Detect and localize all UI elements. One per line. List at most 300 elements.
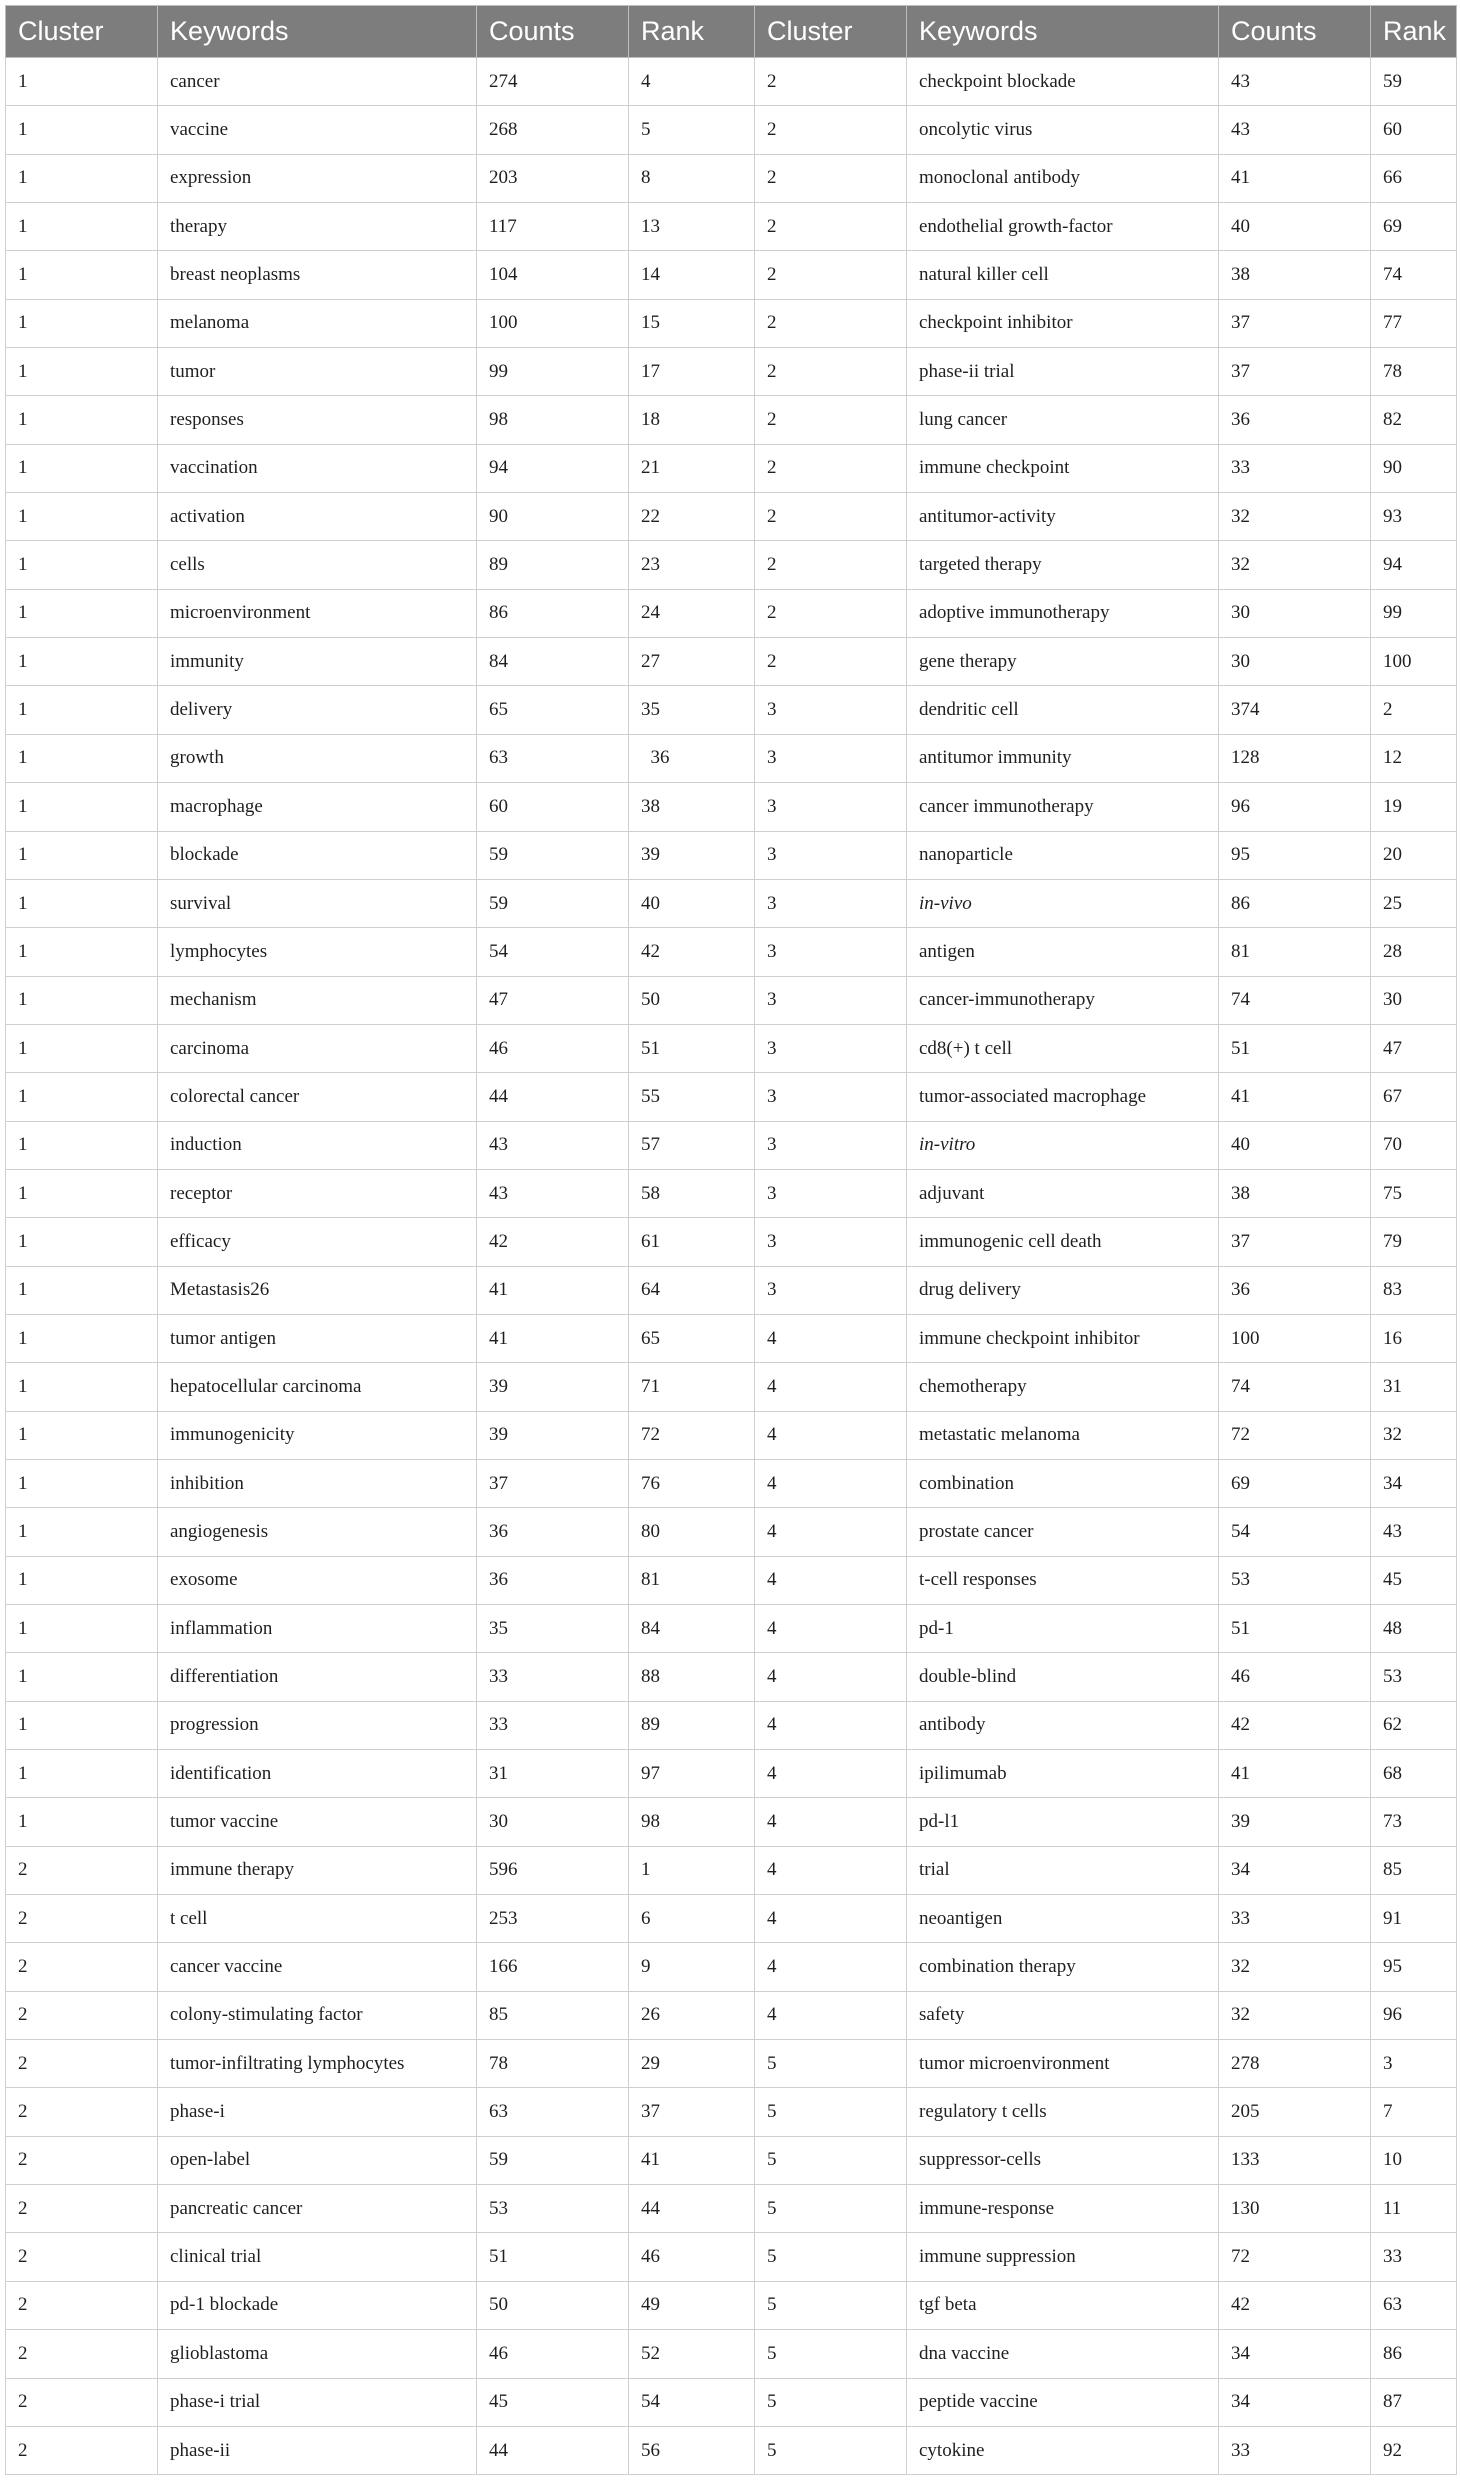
rank-cell: 43 bbox=[1371, 1508, 1457, 1556]
count-cell: 31 bbox=[477, 1750, 629, 1798]
keyword-cell: immunogenic cell death bbox=[907, 1218, 1219, 1266]
rank-cell: 14 bbox=[629, 251, 755, 299]
keyword-cell: colony-stimulating factor bbox=[158, 1991, 477, 2039]
cluster-cell: 3 bbox=[755, 1266, 907, 1314]
rank-cell: 9 bbox=[629, 1943, 755, 1991]
rank-cell: 73 bbox=[1371, 1798, 1457, 1846]
cluster-cell: 4 bbox=[755, 1701, 907, 1749]
count-cell: 274 bbox=[477, 58, 629, 106]
cluster-cell: 2 bbox=[6, 2040, 158, 2088]
keyword-cell: cancer vaccine bbox=[158, 1943, 477, 1991]
keyword-cell: lung cancer bbox=[907, 396, 1219, 444]
cluster-cell: 5 bbox=[755, 2088, 907, 2136]
count-cell: 72 bbox=[1219, 2233, 1371, 2281]
rank-cell: 69 bbox=[1371, 203, 1457, 251]
keyword-cell: angiogenesis bbox=[158, 1508, 477, 1556]
cluster-cell: 1 bbox=[6, 396, 158, 444]
cluster-cell: 1 bbox=[6, 1024, 158, 1072]
count-cell: 36 bbox=[477, 1508, 629, 1556]
count-cell: 99 bbox=[477, 348, 629, 396]
table-row bbox=[6, 2233, 1457, 2281]
rank-cell: 84 bbox=[629, 1605, 755, 1653]
keyword-cell: combination therapy bbox=[907, 1943, 1219, 1991]
rank-cell: 32 bbox=[1371, 1411, 1457, 1459]
rank-cell: 2 bbox=[1371, 686, 1457, 734]
count-cell: 34 bbox=[1219, 1846, 1371, 1894]
rank-cell: 97 bbox=[629, 1750, 755, 1798]
keyword-cell: survival bbox=[158, 879, 477, 927]
table-row bbox=[6, 686, 1457, 734]
rank-cell: 92 bbox=[1371, 2426, 1457, 2474]
cluster-cell: 2 bbox=[6, 1991, 158, 2039]
cluster-cell: 2 bbox=[6, 1943, 158, 1991]
count-cell: 74 bbox=[1219, 976, 1371, 1024]
count-cell: 100 bbox=[1219, 1314, 1371, 1362]
cluster-cell: 3 bbox=[755, 928, 907, 976]
cluster-cell: 5 bbox=[755, 2233, 907, 2281]
cluster-cell: 5 bbox=[755, 2330, 907, 2378]
rank-cell: 41 bbox=[629, 2136, 755, 2184]
cluster-cell: 1 bbox=[6, 686, 158, 734]
table-row bbox=[6, 1750, 1457, 1798]
cluster-cell: 3 bbox=[755, 783, 907, 831]
cluster-cell: 1 bbox=[6, 493, 158, 541]
cluster-cell: 3 bbox=[755, 831, 907, 879]
header-cluster-left: Cluster bbox=[6, 6, 158, 58]
cluster-cell: 3 bbox=[755, 976, 907, 1024]
rank-cell: 65 bbox=[629, 1314, 755, 1362]
count-cell: 39 bbox=[1219, 1798, 1371, 1846]
keyword-cell: immune therapy bbox=[158, 1846, 477, 1894]
count-cell: 36 bbox=[1219, 396, 1371, 444]
keyword-cell: in-vivo bbox=[907, 879, 1219, 927]
count-cell: 34 bbox=[1219, 2378, 1371, 2426]
rank-cell: 82 bbox=[1371, 396, 1457, 444]
keyword-cell: immunogenicity bbox=[158, 1411, 477, 1459]
keyword-cell: expression bbox=[158, 154, 477, 202]
count-cell: 33 bbox=[477, 1701, 629, 1749]
count-cell: 30 bbox=[1219, 638, 1371, 686]
rank-cell: 21 bbox=[629, 444, 755, 492]
rank-cell: 96 bbox=[1371, 1991, 1457, 2039]
count-cell: 84 bbox=[477, 638, 629, 686]
count-cell: 278 bbox=[1219, 2040, 1371, 2088]
count-cell: 32 bbox=[1219, 493, 1371, 541]
keyword-cell: immune-response bbox=[907, 2185, 1219, 2233]
count-cell: 43 bbox=[1219, 106, 1371, 154]
cluster-cell: 1 bbox=[6, 831, 158, 879]
rank-cell: 62 bbox=[1371, 1701, 1457, 1749]
count-cell: 96 bbox=[1219, 783, 1371, 831]
rank-cell: 78 bbox=[1371, 348, 1457, 396]
count-cell: 205 bbox=[1219, 2088, 1371, 2136]
count-cell: 38 bbox=[1219, 251, 1371, 299]
rank-cell: 91 bbox=[1371, 1895, 1457, 1943]
table-row bbox=[6, 2378, 1457, 2426]
cluster-cell: 1 bbox=[6, 58, 158, 106]
keyword-cell: adjuvant bbox=[907, 1169, 1219, 1217]
rank-cell: 71 bbox=[629, 1363, 755, 1411]
table-header bbox=[6, 6, 1457, 58]
cluster-cell: 2 bbox=[6, 1846, 158, 1894]
keyword-cell: oncolytic virus bbox=[907, 106, 1219, 154]
count-cell: 51 bbox=[477, 2233, 629, 2281]
keyword-cell: immune suppression bbox=[907, 2233, 1219, 2281]
count-cell: 44 bbox=[477, 1073, 629, 1121]
rank-cell: 98 bbox=[629, 1798, 755, 1846]
table-row bbox=[6, 203, 1457, 251]
keyword-cell: prostate cancer bbox=[907, 1508, 1219, 1556]
count-cell: 53 bbox=[477, 2185, 629, 2233]
count-cell: 59 bbox=[477, 831, 629, 879]
keyword-cell: cells bbox=[158, 541, 477, 589]
cluster-cell: 1 bbox=[6, 1701, 158, 1749]
table-row bbox=[6, 396, 1457, 444]
table-row bbox=[6, 1605, 1457, 1653]
keyword-cell: glioblastoma bbox=[158, 2330, 477, 2378]
count-cell: 43 bbox=[1219, 58, 1371, 106]
rank-cell: 80 bbox=[629, 1508, 755, 1556]
keyword-cell: safety bbox=[907, 1991, 1219, 2039]
cluster-cell: 4 bbox=[755, 1459, 907, 1507]
table-row bbox=[6, 879, 1457, 927]
cluster-cell: 1 bbox=[6, 299, 158, 347]
count-cell: 69 bbox=[1219, 1459, 1371, 1507]
table-row bbox=[6, 1024, 1457, 1072]
count-cell: 33 bbox=[1219, 1895, 1371, 1943]
cluster-cell: 2 bbox=[755, 299, 907, 347]
count-cell: 128 bbox=[1219, 734, 1371, 782]
keyword-cell: tumor bbox=[158, 348, 477, 396]
rank-cell: 87 bbox=[1371, 2378, 1457, 2426]
rank-cell: 74 bbox=[1371, 251, 1457, 299]
keyword-cell: vaccination bbox=[158, 444, 477, 492]
count-cell: 36 bbox=[477, 1556, 629, 1604]
count-cell: 37 bbox=[1219, 1218, 1371, 1266]
rank-cell: 44 bbox=[629, 2185, 755, 2233]
rank-cell: 33 bbox=[1371, 2233, 1457, 2281]
keyword-cell: double-blind bbox=[907, 1653, 1219, 1701]
count-cell: 40 bbox=[1219, 203, 1371, 251]
count-cell: 54 bbox=[477, 928, 629, 976]
rank-cell: 37 bbox=[629, 2088, 755, 2136]
table-row bbox=[6, 589, 1457, 637]
table-row bbox=[6, 831, 1457, 879]
keyword-cell: phase-i trial bbox=[158, 2378, 477, 2426]
rank-cell: 72 bbox=[629, 1411, 755, 1459]
rank-cell: 67 bbox=[1371, 1073, 1457, 1121]
cluster-cell: 1 bbox=[6, 1218, 158, 1266]
table-row bbox=[6, 1895, 1457, 1943]
count-cell: 32 bbox=[1219, 1943, 1371, 1991]
keyword-cell: inhibition bbox=[158, 1459, 477, 1507]
cluster-cell: 1 bbox=[6, 106, 158, 154]
keyword-cell: induction bbox=[158, 1121, 477, 1169]
rank-cell: 53 bbox=[1371, 1653, 1457, 1701]
count-cell: 65 bbox=[477, 686, 629, 734]
cluster-cell: 3 bbox=[755, 1073, 907, 1121]
cluster-cell: 3 bbox=[755, 879, 907, 927]
cluster-cell: 2 bbox=[6, 2330, 158, 2378]
table-row bbox=[6, 2088, 1457, 2136]
table-row bbox=[6, 1653, 1457, 1701]
rank-cell: 89 bbox=[629, 1701, 755, 1749]
keyword-cell: suppressor-cells bbox=[907, 2136, 1219, 2184]
keyword-cell: hepatocellular carcinoma bbox=[158, 1363, 477, 1411]
rank-cell: 55 bbox=[629, 1073, 755, 1121]
table-row bbox=[6, 541, 1457, 589]
cluster-cell: 4 bbox=[755, 1605, 907, 1653]
keyword-cell: cytokine bbox=[907, 2426, 1219, 2474]
cluster-cell: 2 bbox=[755, 493, 907, 541]
count-cell: 94 bbox=[477, 444, 629, 492]
keyword-cell: immune checkpoint bbox=[907, 444, 1219, 492]
rank-cell: 35 bbox=[629, 686, 755, 734]
rank-cell: 7 bbox=[1371, 2088, 1457, 2136]
cluster-cell: 2 bbox=[6, 2426, 158, 2474]
cluster-cell: 4 bbox=[755, 1895, 907, 1943]
rank-cell: 63 bbox=[1371, 2281, 1457, 2329]
table-row bbox=[6, 299, 1457, 347]
rank-cell: 90 bbox=[1371, 444, 1457, 492]
count-cell: 74 bbox=[1219, 1363, 1371, 1411]
keyword-cell: natural killer cell bbox=[907, 251, 1219, 299]
keyword-cell: activation bbox=[158, 493, 477, 541]
table-row bbox=[6, 2426, 1457, 2474]
count-cell: 35 bbox=[477, 1605, 629, 1653]
keyword-cell: phase-ii trial bbox=[907, 348, 1219, 396]
table-row bbox=[6, 1508, 1457, 1556]
keyword-cell: nanoparticle bbox=[907, 831, 1219, 879]
rank-cell: 23 bbox=[629, 541, 755, 589]
count-cell: 133 bbox=[1219, 2136, 1371, 2184]
cluster-cell: 2 bbox=[755, 154, 907, 202]
rank-cell: 11 bbox=[1371, 2185, 1457, 2233]
keyword-cell: pd-1 bbox=[907, 1605, 1219, 1653]
cluster-cell: 4 bbox=[755, 1750, 907, 1798]
rank-cell: 70 bbox=[1371, 1121, 1457, 1169]
count-cell: 100 bbox=[477, 299, 629, 347]
keyword-cell: clinical trial bbox=[158, 2233, 477, 2281]
cluster-cell: 2 bbox=[6, 2088, 158, 2136]
header-counts-right: Counts bbox=[1219, 6, 1371, 58]
keyword-cell: in-vitro bbox=[907, 1121, 1219, 1169]
cluster-cell: 2 bbox=[6, 2185, 158, 2233]
rank-cell: 47 bbox=[1371, 1024, 1457, 1072]
cluster-cell: 1 bbox=[6, 1750, 158, 1798]
header-keywords-right: Keywords bbox=[907, 6, 1219, 58]
keyword-cell: tumor-associated macrophage bbox=[907, 1073, 1219, 1121]
keyword-cell: chemotherapy bbox=[907, 1363, 1219, 1411]
rank-cell: 26 bbox=[629, 1991, 755, 2039]
table-row bbox=[6, 106, 1457, 154]
rank-cell: 4 bbox=[629, 58, 755, 106]
rank-cell: 76 bbox=[629, 1459, 755, 1507]
keyword-cell: open-label bbox=[158, 2136, 477, 2184]
header-cluster-right: Cluster bbox=[755, 6, 907, 58]
keyword-cell: exosome bbox=[158, 1556, 477, 1604]
keyword-cell: vaccine bbox=[158, 106, 477, 154]
count-cell: 46 bbox=[1219, 1653, 1371, 1701]
table-row bbox=[6, 976, 1457, 1024]
cluster-cell: 1 bbox=[6, 1169, 158, 1217]
table-row bbox=[6, 734, 1457, 782]
rank-cell: 83 bbox=[1371, 1266, 1457, 1314]
count-cell: 104 bbox=[477, 251, 629, 299]
rank-cell: 99 bbox=[1371, 589, 1457, 637]
header-rank-right: Rank bbox=[1371, 6, 1457, 58]
table-row bbox=[6, 2040, 1457, 2088]
keyword-cell: monoclonal antibody bbox=[907, 154, 1219, 202]
count-cell: 130 bbox=[1219, 2185, 1371, 2233]
cluster-cell: 4 bbox=[755, 1991, 907, 2039]
keyword-cell: tumor microenvironment bbox=[907, 2040, 1219, 2088]
keyword-cell: therapy bbox=[158, 203, 477, 251]
cluster-cell: 1 bbox=[6, 1073, 158, 1121]
count-cell: 72 bbox=[1219, 1411, 1371, 1459]
table-row bbox=[6, 1169, 1457, 1217]
keyword-cell: combination bbox=[907, 1459, 1219, 1507]
count-cell: 596 bbox=[477, 1846, 629, 1894]
table-row bbox=[6, 2330, 1457, 2378]
keyword-cell: cd8(+) t cell bbox=[907, 1024, 1219, 1072]
table-row bbox=[6, 348, 1457, 396]
keyword-cell: inflammation bbox=[158, 1605, 477, 1653]
keyword-cell: responses bbox=[158, 396, 477, 444]
count-cell: 86 bbox=[477, 589, 629, 637]
count-cell: 37 bbox=[477, 1459, 629, 1507]
keyword-cell: antibody bbox=[907, 1701, 1219, 1749]
count-cell: 46 bbox=[477, 2330, 629, 2378]
rank-cell: 19 bbox=[1371, 783, 1457, 831]
keyword-cell: breast neoplasms bbox=[158, 251, 477, 299]
count-cell: 42 bbox=[1219, 1701, 1371, 1749]
rank-cell: 58 bbox=[629, 1169, 755, 1217]
keyword-cell: receptor bbox=[158, 1169, 477, 1217]
keyword-cell: microenvironment bbox=[158, 589, 477, 637]
count-cell: 166 bbox=[477, 1943, 629, 1991]
cluster-cell: 2 bbox=[755, 251, 907, 299]
rank-cell: 30 bbox=[1371, 976, 1457, 1024]
table-row bbox=[6, 1459, 1457, 1507]
cluster-cell: 1 bbox=[6, 879, 158, 927]
table-row bbox=[6, 2185, 1457, 2233]
keyword-cell: neoantigen bbox=[907, 1895, 1219, 1943]
count-cell: 50 bbox=[477, 2281, 629, 2329]
keyword-cell: cancer-immunotherapy bbox=[907, 976, 1219, 1024]
count-cell: 38 bbox=[1219, 1169, 1371, 1217]
keyword-cell: cancer bbox=[158, 58, 477, 106]
rank-cell: 12 bbox=[1371, 734, 1457, 782]
keywords-table bbox=[5, 5, 1457, 2475]
count-cell: 46 bbox=[477, 1024, 629, 1072]
table-row bbox=[6, 638, 1457, 686]
count-cell: 98 bbox=[477, 396, 629, 444]
keyword-cell: ipilimumab bbox=[907, 1750, 1219, 1798]
count-cell: 34 bbox=[1219, 2330, 1371, 2378]
count-cell: 43 bbox=[477, 1169, 629, 1217]
table-row bbox=[6, 1701, 1457, 1749]
keyword-cell: endothelial growth-factor bbox=[907, 203, 1219, 251]
count-cell: 268 bbox=[477, 106, 629, 154]
table-row bbox=[6, 1846, 1457, 1894]
rank-cell: 52 bbox=[629, 2330, 755, 2378]
cluster-cell: 1 bbox=[6, 541, 158, 589]
cluster-cell: 4 bbox=[755, 1943, 907, 1991]
table-row bbox=[6, 493, 1457, 541]
cluster-cell: 1 bbox=[6, 976, 158, 1024]
cluster-cell: 2 bbox=[755, 396, 907, 444]
cluster-cell: 2 bbox=[755, 106, 907, 154]
keyword-cell: gene therapy bbox=[907, 638, 1219, 686]
count-cell: 53 bbox=[1219, 1556, 1371, 1604]
keyword-cell: antitumor-activity bbox=[907, 493, 1219, 541]
keyword-cell: identification bbox=[158, 1750, 477, 1798]
keyword-cell: metastatic melanoma bbox=[907, 1411, 1219, 1459]
cluster-cell: 2 bbox=[755, 203, 907, 251]
cluster-cell: 1 bbox=[6, 1314, 158, 1362]
cluster-cell: 1 bbox=[6, 638, 158, 686]
cluster-cell: 1 bbox=[6, 734, 158, 782]
cluster-cell: 2 bbox=[755, 638, 907, 686]
rank-cell: 95 bbox=[1371, 1943, 1457, 1991]
cluster-cell: 4 bbox=[755, 1556, 907, 1604]
count-cell: 374 bbox=[1219, 686, 1371, 734]
cluster-cell: 2 bbox=[6, 2233, 158, 2281]
cluster-cell: 1 bbox=[6, 1605, 158, 1653]
count-cell: 90 bbox=[477, 493, 629, 541]
rank-cell: 29 bbox=[629, 2040, 755, 2088]
header-keywords-left: Keywords bbox=[158, 6, 477, 58]
rank-cell: 39 bbox=[629, 831, 755, 879]
keyword-cell: mechanism bbox=[158, 976, 477, 1024]
table-row bbox=[6, 2136, 1457, 2184]
rank-cell: 28 bbox=[1371, 928, 1457, 976]
table-row bbox=[6, 58, 1457, 106]
cluster-cell: 1 bbox=[6, 1798, 158, 1846]
cluster-cell: 2 bbox=[755, 444, 907, 492]
keyword-cell: checkpoint inhibitor bbox=[907, 299, 1219, 347]
count-cell: 41 bbox=[1219, 1073, 1371, 1121]
cluster-cell: 4 bbox=[755, 1798, 907, 1846]
rank-cell: 49 bbox=[629, 2281, 755, 2329]
cluster-cell: 5 bbox=[755, 2378, 907, 2426]
keyword-cell: pd-1 blockade bbox=[158, 2281, 477, 2329]
rank-cell: 66 bbox=[1371, 154, 1457, 202]
cluster-cell: 5 bbox=[755, 2281, 907, 2329]
rank-cell: 46 bbox=[629, 2233, 755, 2281]
rank-cell: 68 bbox=[1371, 1750, 1457, 1798]
keyword-cell: t-cell responses bbox=[907, 1556, 1219, 1604]
cluster-cell: 2 bbox=[6, 2136, 158, 2184]
keyword-cell: growth bbox=[158, 734, 477, 782]
keyword-cell: melanoma bbox=[158, 299, 477, 347]
cluster-cell: 1 bbox=[6, 1556, 158, 1604]
rank-cell: 77 bbox=[1371, 299, 1457, 347]
count-cell: 43 bbox=[477, 1121, 629, 1169]
count-cell: 36 bbox=[1219, 1266, 1371, 1314]
count-cell: 47 bbox=[477, 976, 629, 1024]
rank-cell: 1 bbox=[629, 1846, 755, 1894]
cluster-cell: 5 bbox=[755, 2185, 907, 2233]
cluster-cell: 3 bbox=[755, 1169, 907, 1217]
keyword-cell: tumor-infiltrating lymphocytes bbox=[158, 2040, 477, 2088]
rank-cell: 48 bbox=[1371, 1605, 1457, 1653]
rank-cell: 79 bbox=[1371, 1218, 1457, 1266]
cluster-cell: 1 bbox=[6, 1411, 158, 1459]
cluster-cell: 4 bbox=[755, 1653, 907, 1701]
count-cell: 85 bbox=[477, 1991, 629, 2039]
